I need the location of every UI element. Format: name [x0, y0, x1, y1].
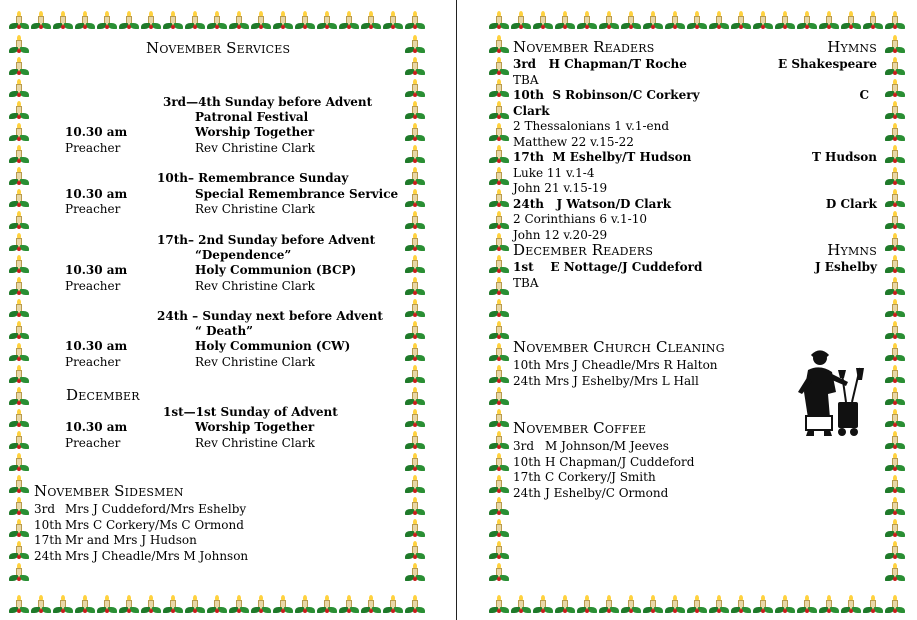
candle-holly-icon — [884, 364, 906, 386]
left-page — [0, 0, 456, 620]
candle-holly-icon — [818, 594, 840, 616]
candle-holly-icon — [488, 78, 510, 100]
candle-holly-icon — [316, 10, 338, 32]
candle-holly-icon — [884, 540, 906, 562]
candle-holly-icon — [404, 298, 426, 320]
candle-holly-icon — [708, 594, 730, 616]
candle-holly-icon — [404, 518, 426, 540]
service-subheading: “Dependence” — [195, 248, 292, 262]
readers-section — [513, 40, 881, 291]
november-services-title: November Services — [146, 39, 291, 57]
candle-holly-icon — [620, 594, 642, 616]
candle-holly-icon — [488, 210, 510, 232]
candle-holly-icon — [8, 122, 30, 144]
candle-holly-icon — [862, 594, 884, 616]
candle-holly-icon — [404, 408, 426, 430]
candle-holly-icon — [884, 56, 906, 78]
candle-holly-icon — [8, 386, 30, 408]
names: Mrs J Cheadle/Mrs M Johnson — [65, 548, 249, 563]
date: 17th — [34, 533, 62, 547]
candle-holly-icon — [140, 10, 162, 32]
candle-holly-icon — [404, 254, 426, 276]
candle-holly-icon — [488, 342, 510, 364]
candle-border-right — [884, 34, 906, 594]
preacher-name: Rev Christine Clark — [195, 436, 315, 450]
service-heading: 3rd—4th Sunday before Advent — [163, 95, 373, 109]
candle-holly-icon — [294, 594, 316, 616]
candle-holly-icon — [52, 10, 74, 32]
reader-row — [513, 260, 877, 276]
candle-holly-icon — [488, 364, 510, 386]
candle-holly-icon — [488, 474, 510, 496]
candle-holly-icon — [488, 34, 510, 56]
candle-holly-icon — [884, 34, 906, 56]
names: S Robinson/C Corkery — [552, 88, 700, 102]
candle-holly-icon — [404, 386, 426, 408]
candle-holly-icon — [8, 254, 30, 276]
candle-holly-icon — [8, 56, 30, 78]
candle-holly-icon — [488, 320, 510, 342]
hymns-title: Hymns — [827, 38, 877, 56]
candle-border-right — [404, 34, 426, 594]
candle-holly-icon — [730, 10, 752, 32]
candle-holly-icon — [8, 474, 30, 496]
names: Mrs J Cuddeford/Mrs Eshelby — [65, 502, 247, 516]
candle-holly-icon — [8, 430, 30, 452]
candle-holly-icon — [884, 10, 906, 32]
candle-holly-icon — [404, 594, 426, 616]
candle-holly-icon — [664, 10, 686, 32]
date: 10th — [513, 358, 541, 372]
candle-holly-icon — [250, 10, 272, 32]
candle-holly-icon — [884, 122, 906, 144]
preacher-label: Preacher — [65, 279, 121, 293]
candle-border-bottom — [488, 594, 906, 618]
names: J Eshelby/C Ormond — [545, 485, 669, 500]
candle-holly-icon — [840, 594, 862, 616]
candle-holly-icon — [8, 452, 30, 474]
candle-holly-icon — [162, 594, 184, 616]
candle-holly-icon — [796, 10, 818, 32]
candle-holly-icon — [8, 298, 30, 320]
candle-holly-icon — [884, 276, 906, 298]
candle-holly-icon — [140, 594, 162, 616]
candle-holly-icon — [488, 386, 510, 408]
names: C Corkery/J Smith — [545, 470, 656, 484]
candle-holly-icon — [8, 342, 30, 364]
list-item — [34, 502, 394, 518]
service-subheading: Patronal Festival — [195, 110, 309, 124]
names: Mrs J Cheadle/Mrs R Halton — [545, 358, 718, 372]
names: J Watson/D Clark — [556, 196, 672, 211]
readers-title: November Readers — [513, 38, 655, 56]
candle-holly-icon — [404, 474, 426, 496]
candle-holly-icon — [8, 594, 30, 616]
candle-holly-icon — [488, 540, 510, 562]
candle-holly-icon — [488, 166, 510, 188]
candle-holly-icon — [338, 10, 360, 32]
date: 17th — [513, 470, 541, 484]
service-time: 10.30 am — [65, 420, 128, 434]
hymns: C — [859, 88, 869, 102]
coffee-title: November Coffee — [513, 419, 647, 437]
candle-holly-icon — [8, 562, 30, 584]
candle-holly-icon — [488, 496, 510, 518]
list-item — [513, 486, 773, 502]
candle-holly-icon — [884, 474, 906, 496]
candle-holly-icon — [576, 10, 598, 32]
candle-holly-icon — [884, 594, 906, 616]
candle-holly-icon — [294, 10, 316, 32]
candle-holly-icon — [488, 594, 510, 616]
candle-holly-icon — [316, 594, 338, 616]
candle-holly-icon — [404, 430, 426, 452]
candle-holly-icon — [488, 452, 510, 474]
candle-holly-icon — [510, 594, 532, 616]
candle-border-top — [488, 10, 906, 34]
candle-holly-icon — [884, 188, 906, 210]
date: 24th — [513, 196, 544, 211]
candle-holly-icon — [404, 364, 426, 386]
candle-holly-icon — [162, 10, 184, 32]
candle-holly-icon — [620, 10, 642, 32]
candle-holly-icon — [488, 298, 510, 320]
candle-holly-icon — [118, 594, 140, 616]
service-name: Holy Communion (CW) — [195, 339, 351, 353]
candle-holly-icon — [884, 452, 906, 474]
candle-holly-icon — [884, 144, 906, 166]
candle-holly-icon — [404, 210, 426, 232]
candle-holly-icon — [488, 100, 510, 122]
reading: Luke 11 v.1-4 — [513, 165, 595, 180]
candle-holly-icon — [488, 254, 510, 276]
candle-holly-icon — [228, 594, 250, 616]
candle-holly-icon — [206, 594, 228, 616]
candle-holly-icon — [862, 10, 884, 32]
candle-holly-icon — [884, 166, 906, 188]
candle-holly-icon — [360, 594, 382, 616]
candle-holly-icon — [404, 34, 426, 56]
candle-holly-icon — [382, 594, 404, 616]
candle-holly-icon — [752, 594, 774, 616]
candle-holly-icon — [184, 10, 206, 32]
date: 10th — [513, 88, 544, 102]
reading: Matthew 22 v.15-22 — [513, 134, 634, 149]
candle-holly-icon — [8, 320, 30, 342]
service-time: 10.30 am — [65, 125, 128, 139]
names: H Chapman/T Roche — [548, 57, 687, 71]
candle-holly-icon — [488, 518, 510, 540]
preacher-label: Preacher — [65, 355, 121, 369]
candle-holly-icon — [642, 10, 664, 32]
december-title: December — [66, 386, 140, 404]
candle-holly-icon — [488, 430, 510, 452]
candle-holly-icon — [8, 166, 30, 188]
candle-holly-icon — [884, 430, 906, 452]
candle-holly-icon — [884, 496, 906, 518]
candle-holly-icon — [8, 34, 30, 56]
candle-holly-icon — [404, 496, 426, 518]
candle-holly-icon — [708, 10, 730, 32]
candle-holly-icon — [404, 342, 426, 364]
hymns: E Shakespeare — [778, 57, 877, 71]
date: 3rd — [34, 502, 56, 516]
reading: TBA — [513, 275, 539, 290]
candle-holly-icon — [686, 10, 708, 32]
candle-holly-icon — [884, 408, 906, 430]
candle-holly-icon — [488, 276, 510, 298]
candle-holly-icon — [818, 10, 840, 32]
candle-holly-icon — [884, 562, 906, 584]
candle-holly-icon — [488, 56, 510, 78]
names: Mr and Mrs J Hudson — [65, 533, 197, 547]
service-heading: 24th – Sunday next before Advent — [157, 309, 383, 323]
list-item — [513, 358, 773, 374]
candle-holly-icon — [404, 562, 426, 584]
candle-holly-icon — [554, 10, 576, 32]
candle-holly-icon — [576, 594, 598, 616]
hymns-continued: Clark — [513, 103, 550, 118]
service-heading: 1st—1st Sunday of Advent — [163, 405, 338, 419]
candle-holly-icon — [8, 144, 30, 166]
candle-holly-icon — [404, 56, 426, 78]
candle-holly-icon — [884, 232, 906, 254]
preacher-name: Rev Christine Clark — [195, 202, 315, 216]
candle-holly-icon — [272, 10, 294, 32]
service-time: 10.30 am — [65, 339, 128, 353]
candle-holly-icon — [30, 594, 52, 616]
candle-holly-icon — [884, 100, 906, 122]
service-name: Worship Together — [195, 420, 315, 434]
candle-holly-icon — [598, 594, 620, 616]
service-time: 10.30 am — [65, 187, 128, 201]
service-heading: 10th– Remembrance Sunday — [157, 171, 349, 185]
candle-holly-icon — [554, 594, 576, 616]
date: 24th — [513, 485, 541, 500]
hymns: D Clark — [825, 196, 877, 211]
candle-holly-icon — [730, 594, 752, 616]
december-hymns-title: Hymns — [827, 241, 877, 259]
candle-holly-icon — [884, 78, 906, 100]
sidesmen-title: November Sidesmen — [34, 482, 184, 500]
reading: 2 Corinthians 6 v.1-10 — [513, 212, 647, 226]
reading: John 12 v.20-29 — [513, 227, 608, 242]
candle-holly-icon — [598, 10, 620, 32]
preacher-label: Preacher — [65, 141, 121, 155]
candle-holly-icon — [884, 386, 906, 408]
names: E Nottage/J Cuddeford — [550, 260, 703, 274]
candle-holly-icon — [8, 10, 30, 32]
candle-holly-icon — [840, 10, 862, 32]
candle-holly-icon — [884, 518, 906, 540]
december-readers-title: December Readers — [513, 241, 654, 259]
candle-holly-icon — [510, 10, 532, 32]
candle-holly-icon — [228, 10, 250, 32]
preacher-name: Rev Christine Clark — [195, 141, 315, 155]
preacher-label: Preacher — [65, 436, 121, 450]
candle-holly-icon — [774, 594, 796, 616]
candle-holly-icon — [8, 364, 30, 386]
candle-holly-icon — [74, 10, 96, 32]
candle-holly-icon — [884, 210, 906, 232]
candle-holly-icon — [52, 594, 74, 616]
preacher-label: Preacher — [65, 202, 121, 216]
hymns: J Eshelby — [814, 260, 877, 274]
candle-holly-icon — [404, 122, 426, 144]
candle-holly-icon — [642, 594, 664, 616]
candle-holly-icon — [774, 10, 796, 32]
sidesmen-list — [34, 502, 394, 564]
candle-holly-icon — [8, 100, 30, 122]
list-item — [34, 533, 394, 549]
date: 3rd — [513, 57, 537, 71]
candle-holly-icon — [96, 594, 118, 616]
candle-holly-icon — [206, 10, 228, 32]
candle-holly-icon — [382, 10, 404, 32]
list-item — [513, 439, 773, 455]
date: 24th — [513, 373, 541, 388]
reader-row — [513, 88, 877, 104]
candle-holly-icon — [8, 210, 30, 232]
service-name: Holy Communion (BCP) — [195, 263, 357, 277]
date: 10th — [513, 454, 541, 469]
reading: John 21 v.15-19 — [513, 181, 608, 195]
candle-holly-icon — [96, 10, 118, 32]
candle-holly-icon — [488, 408, 510, 430]
list-item — [513, 374, 773, 390]
candle-holly-icon — [118, 10, 140, 32]
list-item — [34, 549, 394, 565]
preacher-name: Rev Christine Clark — [195, 355, 315, 369]
candle-holly-icon — [404, 166, 426, 188]
candle-holly-icon — [796, 594, 818, 616]
reading: TBA — [513, 72, 539, 87]
candle-holly-icon — [752, 10, 774, 32]
names: M Johnson/M Jeeves — [545, 439, 669, 453]
candle-holly-icon — [8, 518, 30, 540]
service-name: Special Remembrance Service — [195, 187, 399, 201]
candle-border-bottom — [8, 594, 426, 618]
names: H Chapman/J Cuddeford — [545, 454, 695, 469]
candle-holly-icon — [404, 276, 426, 298]
date: 1st — [513, 260, 534, 274]
service-name: Worship Together — [195, 125, 315, 139]
candle-holly-icon — [488, 10, 510, 32]
names: M Eshelby/T Hudson — [552, 150, 692, 164]
candle-holly-icon — [404, 320, 426, 342]
candle-holly-icon — [272, 594, 294, 616]
candle-holly-icon — [404, 232, 426, 254]
candle-holly-icon — [488, 188, 510, 210]
page-divider — [456, 0, 457, 620]
candle-holly-icon — [8, 78, 30, 100]
candle-holly-icon — [664, 594, 686, 616]
candle-holly-icon — [488, 122, 510, 144]
candle-holly-icon — [404, 452, 426, 474]
candle-holly-icon — [338, 594, 360, 616]
coffee-list — [513, 439, 773, 501]
candle-holly-icon — [30, 10, 52, 32]
names: Mrs J Eshelby/Mrs L Hall — [545, 373, 699, 388]
reader-row — [513, 150, 877, 166]
service-heading: 17th– 2nd Sunday before Advent — [157, 233, 376, 247]
candle-holly-icon — [8, 496, 30, 518]
candle-holly-icon — [884, 342, 906, 364]
candle-border-left — [488, 34, 510, 594]
candle-holly-icon — [488, 232, 510, 254]
list-item — [34, 518, 394, 534]
candle-holly-icon — [8, 232, 30, 254]
candle-holly-icon — [884, 254, 906, 276]
candle-holly-icon — [404, 540, 426, 562]
candle-holly-icon — [532, 594, 554, 616]
reader-row — [513, 197, 877, 213]
candle-holly-icon — [488, 144, 510, 166]
list-item — [513, 470, 773, 486]
candle-holly-icon — [8, 276, 30, 298]
date: 17th — [513, 150, 544, 164]
service-subheading: “ Death” — [195, 324, 254, 338]
candle-holly-icon — [360, 10, 382, 32]
candle-holly-icon — [250, 594, 272, 616]
date: 3rd — [513, 439, 535, 453]
candle-border-top — [8, 10, 426, 34]
reader-row — [513, 57, 877, 73]
candle-holly-icon — [184, 594, 206, 616]
candle-holly-icon — [404, 78, 426, 100]
date: 10th — [34, 517, 62, 532]
hymns: T Hudson — [811, 150, 877, 164]
preacher-name: Rev Christine Clark — [195, 279, 315, 293]
date: 24th — [34, 548, 62, 563]
cleaning-person-icon — [792, 348, 872, 438]
candle-holly-icon — [404, 10, 426, 32]
candle-holly-icon — [686, 594, 708, 616]
candle-holly-icon — [8, 540, 30, 562]
service-time: 10.30 am — [65, 263, 128, 277]
candle-holly-icon — [8, 408, 30, 430]
candle-border-left — [8, 34, 30, 594]
cleaning-list — [513, 358, 773, 389]
candle-holly-icon — [74, 594, 96, 616]
candle-holly-icon — [884, 298, 906, 320]
candle-holly-icon — [404, 100, 426, 122]
list-item — [513, 455, 773, 471]
candle-holly-icon — [488, 562, 510, 584]
reading: 2 Thessalonians 1 v.1-end — [513, 119, 670, 133]
candle-holly-icon — [404, 188, 426, 210]
candle-holly-icon — [404, 144, 426, 166]
cleaning-title: November Church Cleaning — [513, 338, 725, 356]
candle-holly-icon — [884, 320, 906, 342]
candle-holly-icon — [8, 188, 30, 210]
candle-holly-icon — [532, 10, 554, 32]
names: Mrs C Corkery/Ms C Ormond — [65, 517, 244, 532]
